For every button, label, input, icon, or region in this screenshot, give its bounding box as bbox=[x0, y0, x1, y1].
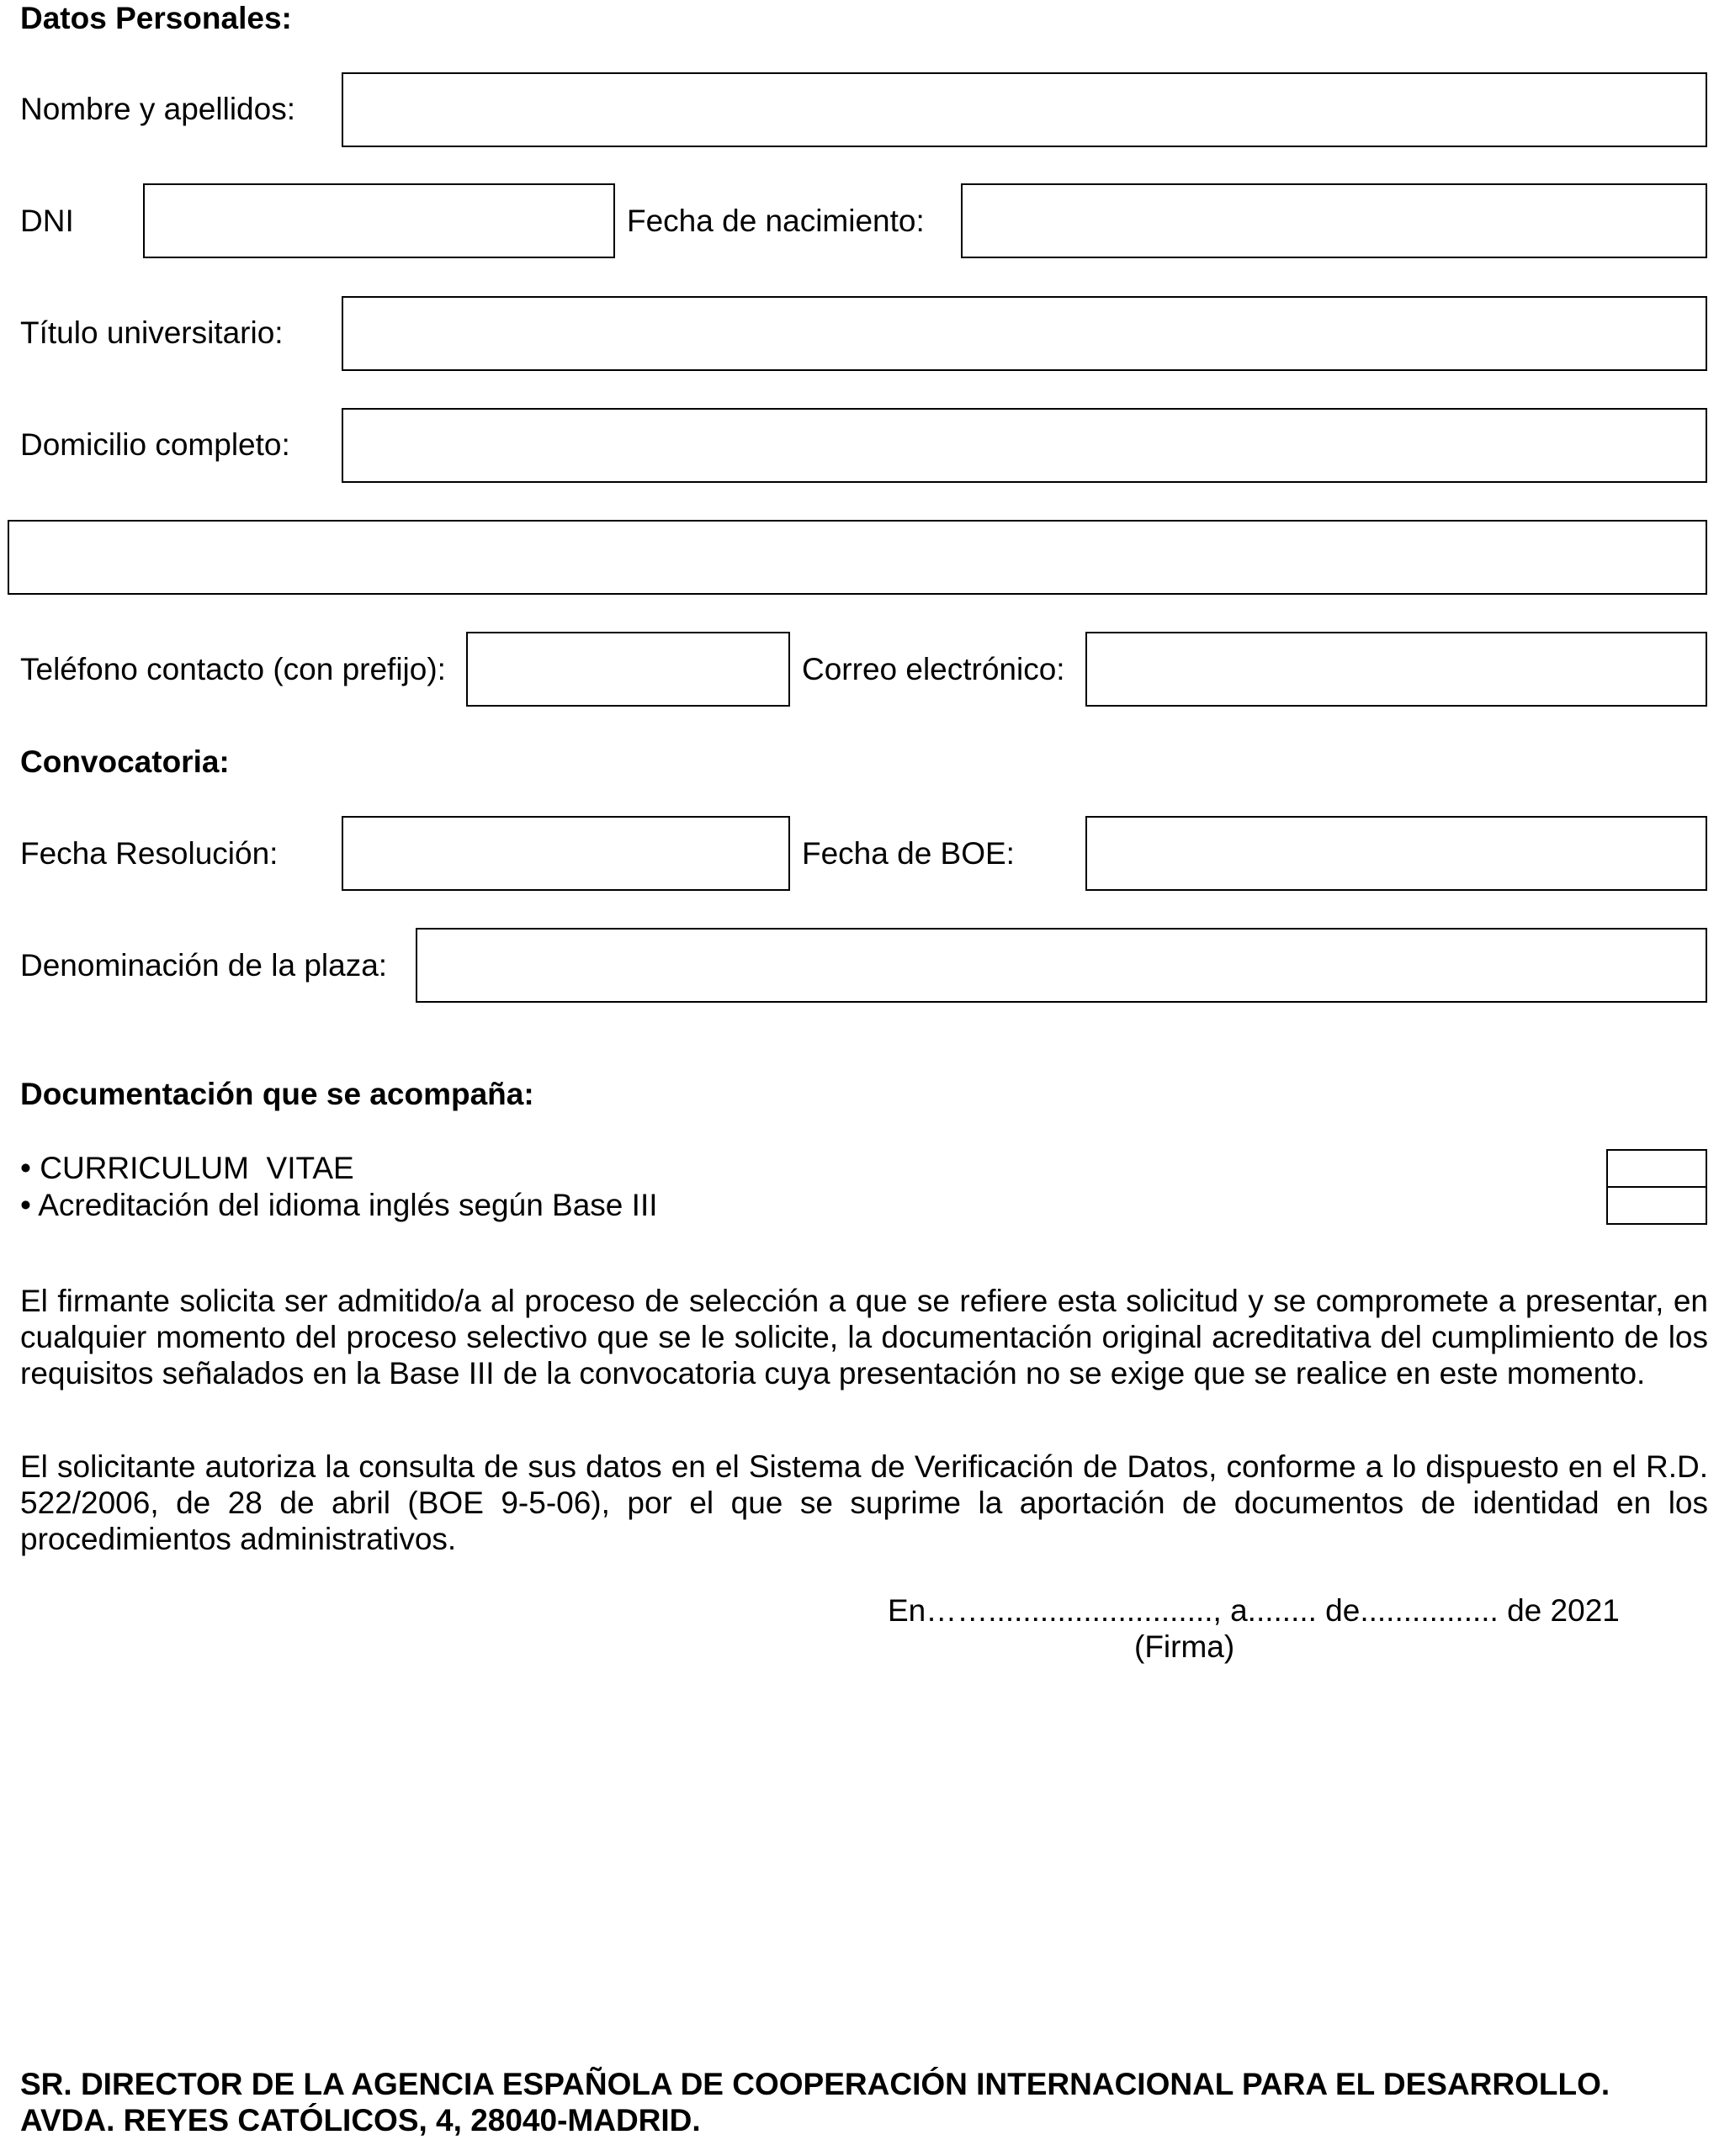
paragraph-solicitud: El firmante solicita ser admitido/a al proceso de selección a que se refiere esta solicitud y se compromete a presentar, en cualquier momento del proceso selectivo que se le solicite, la documentación original acreditativa del cumplimiento de los requisitos señalados en la Base III de la convocatoria cuya presentación no se exige que se realice en este momento. bbox=[20, 1284, 1708, 1391]
field-telefono[interactable] bbox=[466, 632, 790, 707]
signature-place-date: En…….........................., a........ de................ de 2021 bbox=[888, 1593, 1620, 1628]
label-dni: DNI bbox=[20, 204, 74, 238]
label-fecha-resolucion: Fecha Resolución: bbox=[20, 836, 279, 871]
field-domicilio[interactable] bbox=[342, 408, 1707, 483]
section-title-documentacion: Documentación que se acompaña: bbox=[20, 1077, 534, 1111]
paragraph-autorizacion: El solicitante autoriza la consulta de sus datos en el Sistema de Verificación de Datos, conforme a lo dispuesto en el R.D. 522/2006, de 28 de abril (BOE 9-5-06), por el que se suprime la aportación de documentos de identidad en los procedimientos administrativos. bbox=[20, 1449, 1708, 1556]
field-dni[interactable] bbox=[143, 183, 615, 258]
label-denominacion: Denominación de la plaza: bbox=[20, 948, 388, 983]
field-nombre[interactable] bbox=[342, 72, 1707, 147]
checkbox-idioma[interactable] bbox=[1606, 1186, 1707, 1225]
label-nombre: Nombre y apellidos: bbox=[20, 92, 295, 126]
label-titulo: Título universitario: bbox=[20, 315, 284, 350]
section-title-personal: Datos Personales: bbox=[20, 1, 292, 35]
field-fecha-resolucion[interactable] bbox=[342, 816, 790, 891]
label-correo: Correo electrónico: bbox=[802, 652, 1065, 686]
label-domicilio: Domicilio completo: bbox=[20, 427, 290, 462]
field-titulo[interactable] bbox=[342, 296, 1707, 371]
signature-firma-label: (Firma) bbox=[1134, 1629, 1235, 1664]
document-item-idioma: • Acreditación del idioma inglés según Base III bbox=[20, 1188, 658, 1222]
label-fecha-nacimiento: Fecha de nacimiento: bbox=[627, 204, 925, 238]
document-item-curriculum: • CURRICULUM VITAE bbox=[20, 1151, 354, 1185]
checkbox-curriculum[interactable] bbox=[1606, 1149, 1707, 1188]
field-correo[interactable] bbox=[1085, 632, 1707, 707]
label-telefono: Teléfono contacto (con prefijo): bbox=[20, 652, 446, 686]
field-fecha-nacimiento[interactable] bbox=[961, 183, 1707, 258]
field-fecha-boe[interactable] bbox=[1085, 816, 1707, 891]
section-title-convocatoria: Convocatoria: bbox=[20, 744, 230, 779]
footer-addressee: SR. DIRECTOR DE LA AGENCIA ESPAÑOLA DE COOPERACIÓN INTERNACIONAL PARA EL DESARROLLO. bbox=[20, 2067, 1610, 2101]
footer-address: AVDA. REYES CATÓLICOS, 4, 28040-MADRID. bbox=[20, 2103, 701, 2137]
field-domicilio-continuation[interactable] bbox=[8, 520, 1707, 595]
field-denominacion[interactable] bbox=[416, 928, 1707, 1003]
label-fecha-boe: Fecha de BOE: bbox=[802, 836, 1015, 871]
